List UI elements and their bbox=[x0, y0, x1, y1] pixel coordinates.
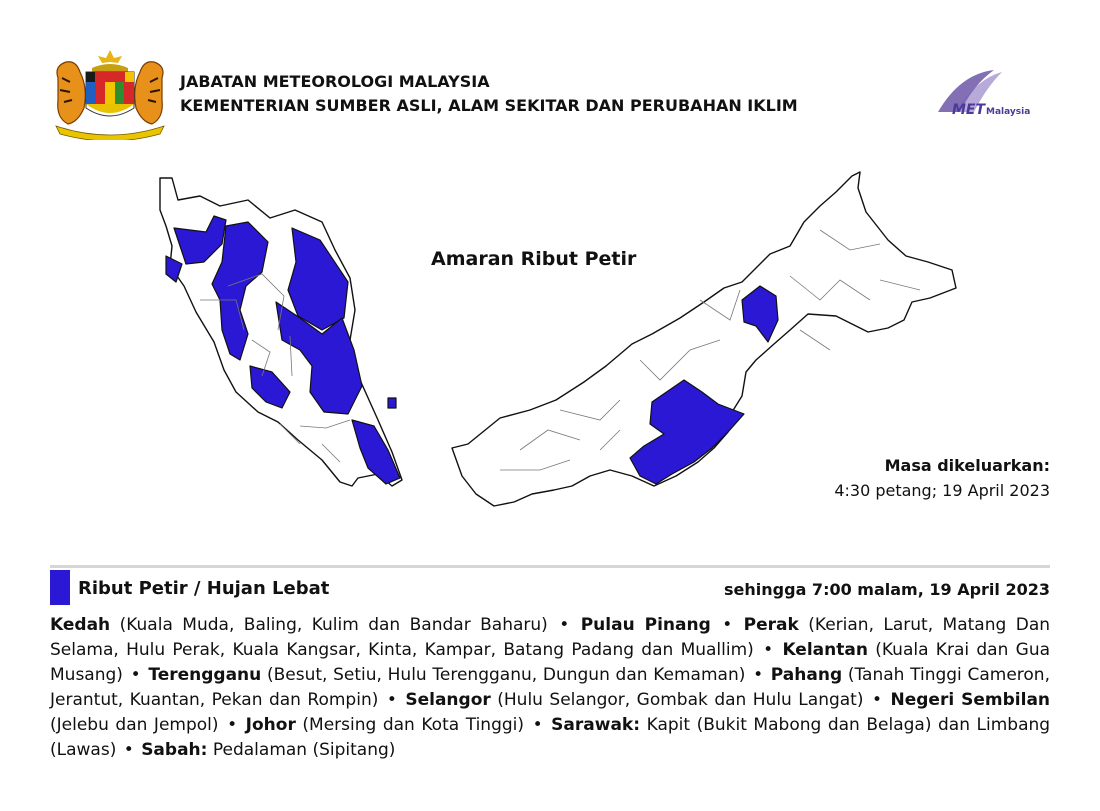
malaysia-coat-of-arms-logo bbox=[48, 48, 172, 140]
area-separator: • bbox=[763, 640, 774, 660]
issued-time: 4:30 petang; 19 April 2023 bbox=[834, 481, 1050, 500]
area-state: Pulau Pinang bbox=[580, 615, 711, 635]
borneo-outline bbox=[452, 172, 956, 506]
affected-areas-list bbox=[50, 613, 1050, 763]
agency-name: JABATAN METEOROLOGI MALAYSIA bbox=[180, 72, 490, 91]
area-separator: • bbox=[753, 665, 764, 685]
area-item bbox=[581, 615, 711, 635]
area-state: Pahang bbox=[770, 665, 843, 685]
svg-text:MET: MET bbox=[952, 102, 986, 118]
east-malaysia bbox=[452, 172, 956, 506]
area-state: Perak bbox=[743, 615, 799, 635]
area-item bbox=[141, 740, 395, 760]
area-state: Johor bbox=[245, 715, 296, 735]
area-districts: (Jelebu dan Jempol) bbox=[50, 715, 219, 735]
area-state: Selangor bbox=[405, 690, 491, 710]
warning-area-kelantan bbox=[288, 228, 348, 330]
area-separator: • bbox=[123, 740, 134, 760]
warning-color-bar bbox=[50, 570, 70, 605]
area-districts: (Kuala Krai dan Gua Musang) bbox=[50, 640, 1051, 685]
area-separator: • bbox=[386, 690, 397, 710]
issued-label: Masa dikeluarkan: bbox=[884, 456, 1050, 475]
warning-type: Ribut Petir / Hujan Lebat bbox=[78, 578, 330, 599]
area-districts: (Kuala Muda, Baling, Kulim dan Bandar Baharu) bbox=[119, 615, 548, 635]
area-item bbox=[405, 690, 863, 710]
valid-until: sehingga 7:00 malam, 19 April 2023 bbox=[724, 580, 1050, 599]
area-item bbox=[148, 665, 745, 685]
area-separator: • bbox=[722, 615, 733, 635]
area-districts: (Hulu Selangor, Gombak dan Hulu Langat) bbox=[497, 690, 864, 710]
area-separator: • bbox=[532, 715, 543, 735]
area-districts: (Besut, Setiu, Hulu Terengganu, Dungun dan Kemaman) bbox=[266, 665, 746, 685]
warning-area-island bbox=[388, 398, 396, 408]
area-separator: • bbox=[871, 690, 882, 710]
area-separator: • bbox=[559, 615, 570, 635]
area-districts: Pedalaman (Sipitang) bbox=[212, 740, 396, 760]
svg-text:Malaysia: Malaysia bbox=[986, 107, 1031, 117]
section-divider bbox=[50, 565, 1050, 568]
area-state: Terengganu bbox=[148, 665, 262, 685]
met-malaysia-logo bbox=[930, 64, 1050, 124]
area-districts: (Kerian, Larut, Matang Dan Selama, Hulu Perak, Kuala Kangsar, Kinta, Kampar, Batang Padang dan Muallim) bbox=[50, 615, 1051, 660]
area-item bbox=[246, 715, 524, 735]
area-separator: • bbox=[130, 665, 141, 685]
area-state: Kedah bbox=[50, 615, 111, 635]
map-title: Amaran Ribut Petir bbox=[431, 248, 637, 270]
area-state: Sabah: bbox=[141, 740, 208, 760]
area-item bbox=[50, 615, 548, 635]
area-state: Kelantan bbox=[782, 640, 868, 660]
area-districts: Kapit (Bukit Mabong dan Belaga) dan Limbang (Lawas) bbox=[50, 715, 1051, 760]
area-districts: (Tanah Tinggi Cameron, Jerantut, Kuantan, Pekan dan Rompin) bbox=[50, 665, 1050, 710]
area-state: Negeri Sembilan bbox=[890, 690, 1051, 710]
area-separator: • bbox=[227, 715, 238, 735]
area-state: Sarawak: bbox=[551, 715, 641, 735]
area-districts: (Mersing dan Kota Tinggi) bbox=[302, 715, 525, 735]
ministry-name: KEMENTERIAN SUMBER ASLI, ALAM SEKITAR DAN PERUBAHAN IKLIM bbox=[180, 96, 798, 115]
